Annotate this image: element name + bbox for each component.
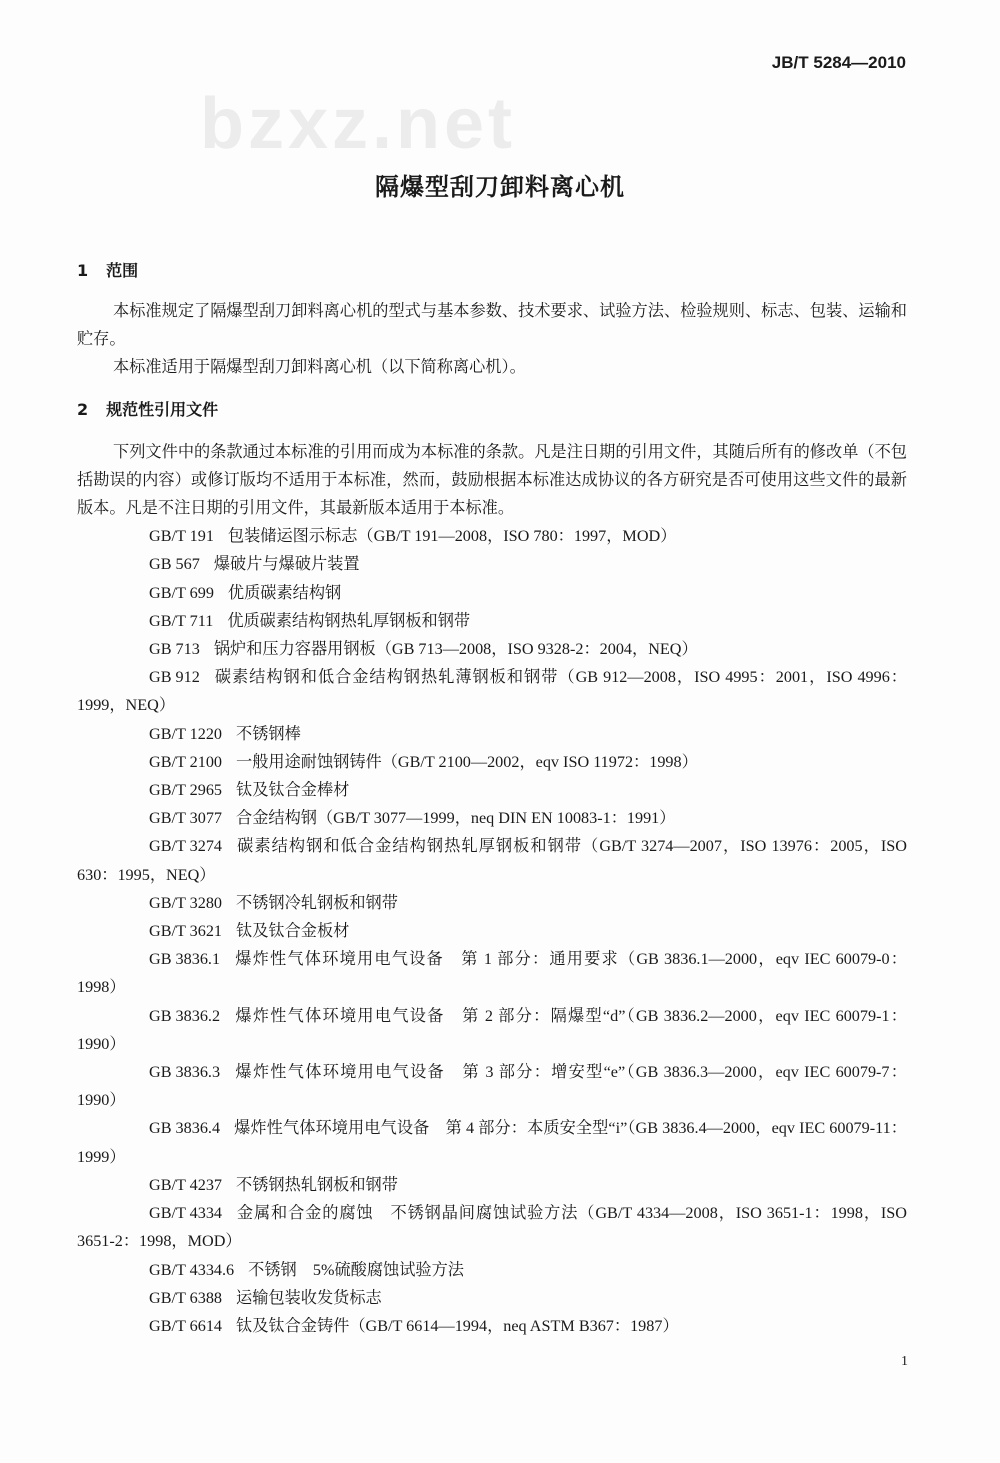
reference-title: 金属和合金的腐蚀 不锈钢晶间腐蚀试验方法（GB/T 4334—2008，ISO 3651-1：1998，ISO 3651-2：1998，MOD） [77,1204,907,1251]
reference-title: 钛及钛合金板材 [236,922,350,941]
watermark: bzxz.net [200,84,517,164]
reference-code: GB 3836.1 [149,950,221,969]
reference-code: GB 3836.2 [149,1006,221,1025]
document-title: 隔爆型刮刀卸料离心机 [375,173,625,201]
reference-title: 爆炸性气体环境用电气设备 第 3 部分：增安型“e”（GB 3836.3—2000，eqv IEC 60079-7：1990） [77,1063,907,1110]
reference-item [77,1171,907,1199]
section-title: 规范性引用文件 [106,399,219,419]
paragraph: 本标准适用于隔爆型刮刀卸料离心机（以下简称离心机）。 [113,358,526,377]
reference-code: GB 3836.3 [149,1063,221,1082]
reference-code: GB/T 1220 [149,724,223,743]
reference-code: GB/T 6614 [149,1316,223,1335]
reference-item [77,663,907,719]
reference-item [77,1002,907,1058]
reference-item [77,607,907,635]
reference-item [77,889,907,917]
reference-title: 不锈钢 5%硫酸腐蚀试验方法 [248,1260,464,1279]
reference-title: 优质碳素结构钢 [227,583,342,602]
reference-item [77,1058,907,1114]
paragraph: 本标准规定了隔爆型刮刀卸料离心机的型式与基本参数、技术要求、试验方法、检验规则、标志、包装、运输和贮存。 [77,302,907,349]
reference-code: GB/T 3621 [149,922,223,941]
reference-code: GB/T 191 [149,527,214,546]
reference-code: GB/T 699 [149,583,214,602]
reference-title: 锅炉和压力容器用钢板（GB 713—2008，ISO 9328-2：2004，NEQ） [213,640,698,659]
reference-item [77,804,907,832]
reference-list [77,522,907,1340]
section-heading-normative-references [77,396,907,424]
reference-code: GB/T 3077 [149,809,223,828]
paragraph: 下列文件中的条款通过本标准的引用而成为本标准的条款。凡是注日期的引用文件，其随后所有的修改单（不包括勘误的内容）或修订版均不适用于本标准，然而，鼓励根据本标准达成协议的各方研究是否可使用这些文件的最新版本。凡是不注日期的引用文件，其最新版本适用于本标准。 [77,442,907,518]
reference-item [77,1199,907,1255]
reference-title: 钛及钛合金铸件（GB/T 6614—1994，neq ASTM B367：1987） [236,1316,679,1335]
standard-number: JB/T 5284—2010 [771,53,906,72]
reference-code: GB/T 4334.6 [149,1260,235,1279]
reference-code: GB/T 711 [149,611,214,630]
reference-code: GB 3836.4 [149,1119,221,1138]
reference-code: GB/T 6388 [149,1288,223,1307]
reference-code: GB/T 4237 [149,1175,223,1194]
reference-title: 爆破片与爆破片装置 [213,555,360,574]
reference-title: 碳素结构钢和低合金结构钢热轧厚钢板和钢带（GB/T 3274—2007，ISO 13976：2005，ISO 630：1995，NEQ） [77,837,907,884]
section-number: 1 [77,261,89,280]
reference-item [77,748,907,776]
document-body [77,257,907,1340]
reference-title: 爆炸性气体环境用电气设备 第 4 部分：本质安全型“i”（GB 3836.4—2000，eqv IEC 60079-11：1999） [77,1119,907,1166]
reference-code: GB 567 [149,555,200,574]
reference-code: GB/T 4334 [149,1204,223,1223]
reference-item [77,1312,907,1340]
reference-title: 不锈钢冷轧钢板和钢带 [236,893,398,912]
page-number: 1 [901,1354,908,1369]
reference-title: 一般用途耐蚀钢铸件（GB/T 2100—2002，eqv ISO 11972：1998） [236,752,698,771]
reference-item [77,579,907,607]
reference-item [77,776,907,804]
reference-item [77,550,907,578]
reference-item [77,945,907,1001]
reference-item [77,720,907,748]
reference-item [77,1256,907,1284]
reference-item [77,917,907,945]
reference-item [77,522,907,550]
reference-item [77,1284,907,1312]
reference-code: GB 912 [149,668,200,687]
reference-code: GB/T 2965 [149,781,223,800]
section-heading-scope [77,257,907,285]
section-title: 范围 [106,261,139,280]
reference-item [77,1114,907,1170]
reference-item [77,635,907,663]
reference-code: GB/T 3280 [149,893,223,912]
reference-title: 优质碳素结构钢热轧厚钢板和钢带 [227,611,471,630]
section-number: 2 [77,399,89,419]
reference-title: 不锈钢棒 [236,724,301,743]
reference-title: 不锈钢热轧钢板和钢带 [236,1175,398,1194]
reference-title: 运输包装收发货标志 [236,1288,382,1307]
reference-code: GB 713 [149,640,200,659]
reference-title: 包装储运图示标志（GB/T 191—2008，ISO 780：1997，MOD） [227,527,677,546]
reference-code: GB/T 3274 [149,837,223,856]
reference-item [77,832,907,888]
reference-code: GB/T 2100 [149,752,223,771]
reference-title: 碳素结构钢和低合金结构钢热轧薄钢板和钢带（GB 912—2008，ISO 4995：2001，ISO 4996：1999，NEQ） [77,668,907,715]
reference-title: 爆炸性气体环境用电气设备 第 1 部分：通用要求（GB 3836.1—2000，eqv IEC 60079-0：1998） [77,950,907,997]
reference-title: 合金结构钢（GB/T 3077—1999，neq DIN EN 10083-1：1991） [236,809,676,828]
reference-title: 爆炸性气体环境用电气设备 第 2 部分：隔爆型“d”（GB 3836.2—2000，eqv IEC 60079-1：1990） [77,1006,907,1053]
reference-title: 钛及钛合金棒材 [236,781,350,800]
